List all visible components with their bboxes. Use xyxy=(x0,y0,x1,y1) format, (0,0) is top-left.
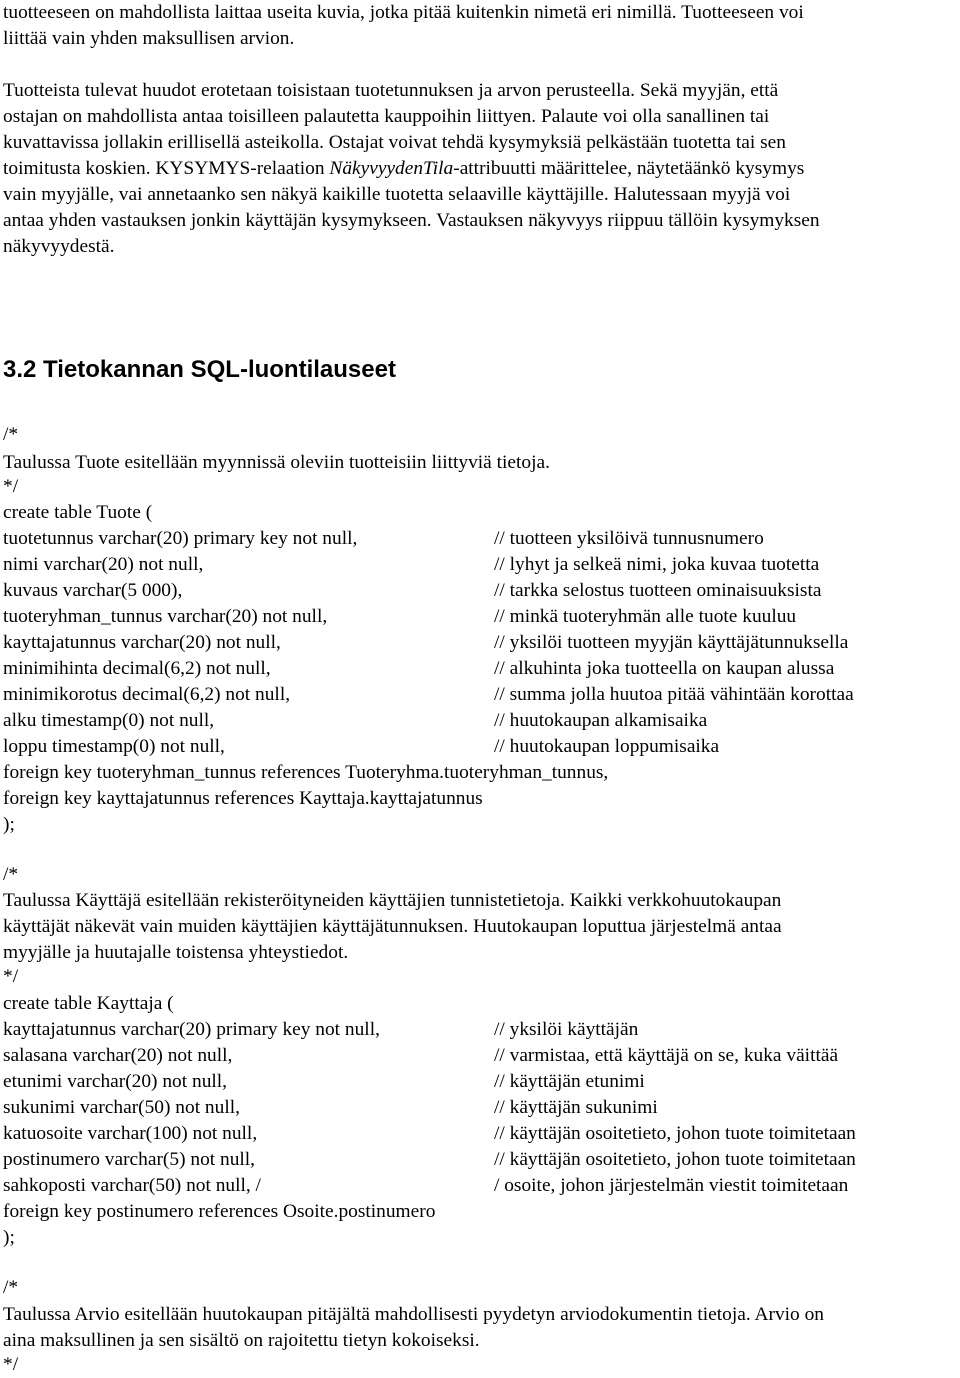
kayttaja-comment-text-1: Taulussa Käyttäjä esitellään rekisteröityneiden käyttäjien tunnistetietoja. Kaikki verkkohuutokaupan xyxy=(3,890,782,911)
column-comment: // varmistaa, että käyttäjä on se, kuka väittää xyxy=(494,1045,839,1066)
column-definition: alku timestamp(0) not null, xyxy=(3,710,215,731)
tuote-comment-close: */ xyxy=(3,476,19,497)
column-definition: salasana varchar(20) not null, xyxy=(3,1045,233,1066)
tuote-comment-text: Taulussa Tuote esitellään myynnissä oleviin tuotteisiin liittyviä tietoja. xyxy=(3,452,550,473)
column-comment: // käyttäjän osoitetieto, johon tuote toimitetaan xyxy=(494,1149,856,1170)
column-comment: // yksilöi tuotteen myyjän käyttäjätunnuksella xyxy=(494,632,849,653)
column-comment: // huutokaupan loppumisaika xyxy=(494,736,720,757)
column-definition: loppu timestamp(0) not null, xyxy=(3,736,225,757)
column-definition: sahkoposti varchar(50) not null, / xyxy=(3,1175,261,1196)
kayttaja-comment-close: */ xyxy=(3,966,19,987)
column-definition: tuotetunnus varchar(20) primary key not null, xyxy=(3,528,358,549)
intro-line-7-end: -attribuutti määrittelee, näytetäänkö kysymys xyxy=(453,158,805,179)
kayttaja-comment-open: /* xyxy=(3,864,19,885)
column-comment: // huutokaupan alkamisaika xyxy=(494,710,708,731)
arvio-comment-text-2: aina maksullinen ja sen sisältö on rajoitettu tietyn kokoiseksi. xyxy=(3,1330,480,1351)
intro-line-7-start: toimitusta koskien. KYSYMYS-relaation xyxy=(3,158,330,179)
arvio-comment-open: /* xyxy=(3,1277,19,1298)
intro-line-1: tuotteeseen on mahdollista laittaa useita kuvia, jotka pitää kuitenkin nimetä eri nimillä. Tuotteeseen voi xyxy=(3,2,804,23)
kayttaja-comment-text-2: käyttäjät näkevät vain muiden käyttäjien käyttäjätunnuksen. Huutokaupan loputtua järjestelmä antaa xyxy=(3,916,782,937)
column-definition: minimikorotus decimal(6,2) not null, xyxy=(3,684,291,705)
column-comment: // käyttäjän osoitetieto, johon tuote toimitetaan xyxy=(494,1123,856,1144)
kayttaja-comment-text-3: myyjälle ja huutajalle toistensa yhteystiedot. xyxy=(3,942,349,963)
column-comment: // lyhyt ja selkeä nimi, joka kuvaa tuotetta xyxy=(494,554,820,575)
arvio-comment-close: */ xyxy=(3,1354,19,1375)
intro-line-9: antaa yhden vastauksen jonkin käyttäjän kysymykseen. Vastauksen näkyvyys riippuu tällöin kysymyksen xyxy=(3,210,820,231)
column-comment: / osoite, johon järjestelmän viestit toimitetaan xyxy=(494,1175,849,1196)
kayttaja-foreign-key-1: foreign key postinumero references Osoite.postinumero xyxy=(3,1201,436,1222)
tuote-foreign-key-1: foreign key tuoteryhman_tunnus references Tuoteryhma.tuoteryhman_tunnus, xyxy=(3,762,609,783)
column-comment: // yksilöi käyttäjän xyxy=(494,1019,639,1040)
attribute-name: NäkyvyydenTila xyxy=(329,158,454,179)
tuote-foreign-key-2: foreign key kayttajatunnus references Kayttaja.kayttajatunnus xyxy=(3,788,483,809)
intro-line-6: kuvattavissa jollakin erillisellä asteikolla. Ostajat voivat tehdä kysymyksiä pelkästään tuotetta tai sen xyxy=(3,132,786,153)
column-definition: sukunimi varchar(50) not null, xyxy=(3,1097,240,1118)
tuote-close: ); xyxy=(3,814,15,835)
tuote-create-statement: create table Tuote ( xyxy=(3,502,153,523)
column-definition: kuvaus varchar(5 000), xyxy=(3,580,183,601)
column-definition: kayttajatunnus varchar(20) not null, xyxy=(3,632,281,653)
column-comment: // summa jolla huutoa pitää vähintään korottaa xyxy=(494,684,854,705)
column-comment: // tuotteen yksilöivä tunnusnumero xyxy=(494,528,764,549)
intro-line-4: Tuotteista tulevat huudot erotetaan toisistaan tuotetunnuksen ja arvon perusteella. Sekä myyjän, että xyxy=(3,80,779,101)
tuote-comment-open: /* xyxy=(3,424,19,445)
column-comment: // alkuhinta joka tuotteella on kaupan alussa xyxy=(494,658,835,679)
kayttaja-create-statement: create table Kayttaja ( xyxy=(3,993,174,1014)
column-definition: katuosoite varchar(100) not null, xyxy=(3,1123,258,1144)
section-heading: 3.2 Tietokannan SQL-luontilauseet xyxy=(3,356,396,383)
column-definition: minimihinta decimal(6,2) not null, xyxy=(3,658,271,679)
column-definition: tuoteryhman_tunnus varchar(20) not null, xyxy=(3,606,328,627)
column-definition: etunimi varchar(20) not null, xyxy=(3,1071,228,1092)
intro-line-10: näkyvyydestä. xyxy=(3,236,115,257)
column-definition: kayttajatunnus varchar(20) primary key not null, xyxy=(3,1019,380,1040)
column-definition: postinumero varchar(5) not null, xyxy=(3,1149,256,1170)
column-comment: // käyttäjän sukunimi xyxy=(494,1097,658,1118)
arvio-comment-text-1: Taulussa Arvio esitellään huutokaupan pitäjältä mahdollisesti pyydetyn arviodokumentin tietoja. Arvio on xyxy=(3,1304,824,1325)
column-comment: // tarkka selostus tuotteen ominaisuuksista xyxy=(494,580,822,601)
column-comment: // käyttäjän etunimi xyxy=(494,1071,645,1092)
kayttaja-close: ); xyxy=(3,1227,15,1248)
intro-line-7 xyxy=(3,156,804,182)
column-definition: nimi varchar(20) not null, xyxy=(3,554,204,575)
intro-line-5: ostajan on mahdollista antaa toisilleen palautetta kauppoihin liittyen. Palaute voi olla sanallinen tai xyxy=(3,106,770,127)
intro-line-2: liittää vain yhden maksullisen arvion. xyxy=(3,28,295,49)
column-comment: // minkä tuoteryhmän alle tuote kuuluu xyxy=(494,606,797,627)
intro-line-8: vain myyjälle, vai annetaanko sen näkyä kaikille tuotetta selaaville käyttäjille. Halutessaan myyjä voi xyxy=(3,184,791,205)
